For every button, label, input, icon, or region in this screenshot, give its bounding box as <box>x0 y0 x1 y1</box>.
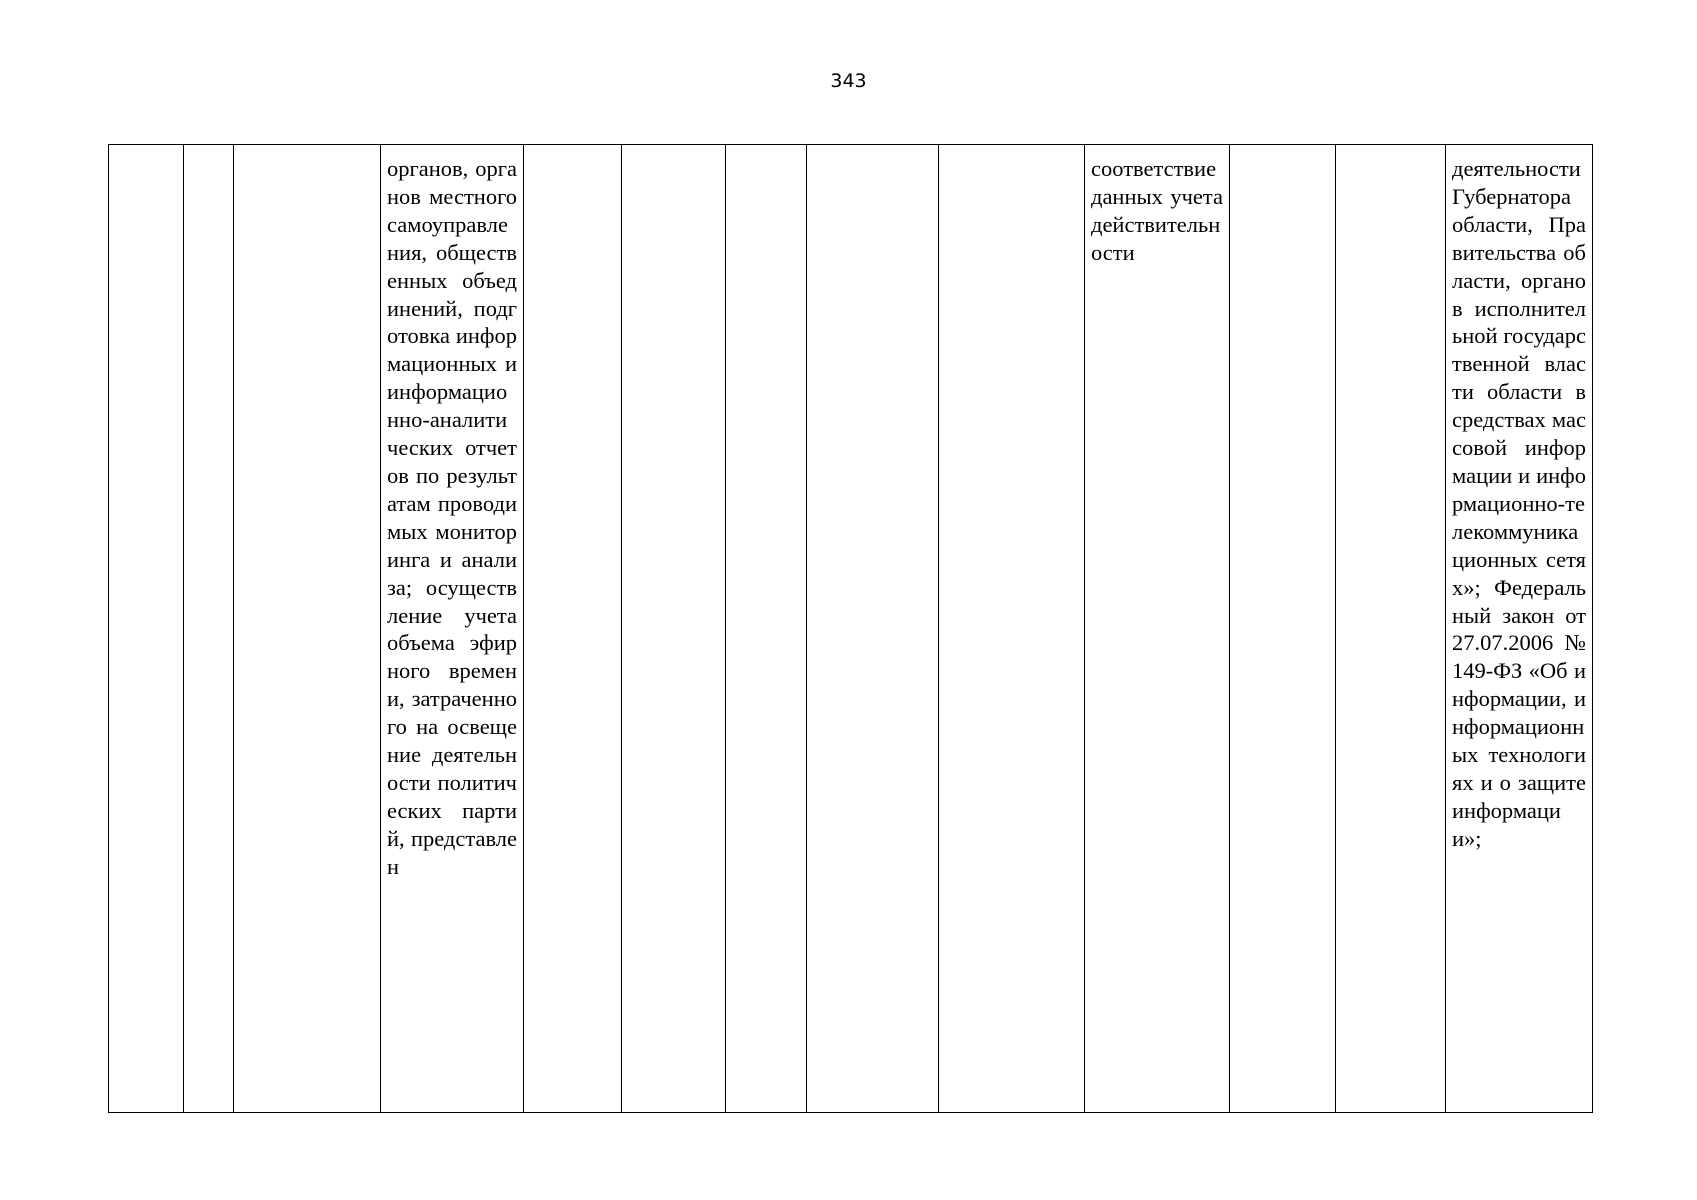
table-cell-col5 <box>524 145 622 1113</box>
table-cell-col7 <box>726 145 807 1113</box>
table-cell-col4 <box>381 145 524 1113</box>
table-cell-col10 <box>1085 145 1230 1113</box>
table-cell-col2 <box>184 145 234 1113</box>
table-cell-col1 <box>109 145 184 1113</box>
table-cell-col6 <box>622 145 726 1113</box>
table-row <box>109 145 1593 1113</box>
table-cell-col13 <box>1446 145 1593 1113</box>
activity-description-text: органов, органов местного самоуправления, общественных объединений, подготовка информационных и информационно-аналитических отчетов по результатам проводимых мониторинга и анализа; осуществление учета объема эфирного времени, затраченного на освещение деятельности политических партий, представлен <box>387 156 517 879</box>
table-cell-col8 <box>807 145 939 1113</box>
table-cell-col12 <box>1336 145 1446 1113</box>
table-cell-col3 <box>234 145 381 1113</box>
page-number: 343 <box>830 70 867 92</box>
legal-basis-text: деятельности Губернатора области, Правительства области, органов исполнительной государственной власти области в средствах массовой информации и информационно-телекоммуникационных сетях»; Федеральный закон от 27.07.2006 № 149-ФЗ «Об информации, информационных технологиях и о защите информации»; <box>1452 156 1586 851</box>
document-table <box>108 144 1593 1113</box>
indicator-text: соответствие данных учета действительности <box>1091 156 1223 265</box>
table-cell-col9 <box>939 145 1085 1113</box>
table-cell-col11 <box>1230 145 1336 1113</box>
